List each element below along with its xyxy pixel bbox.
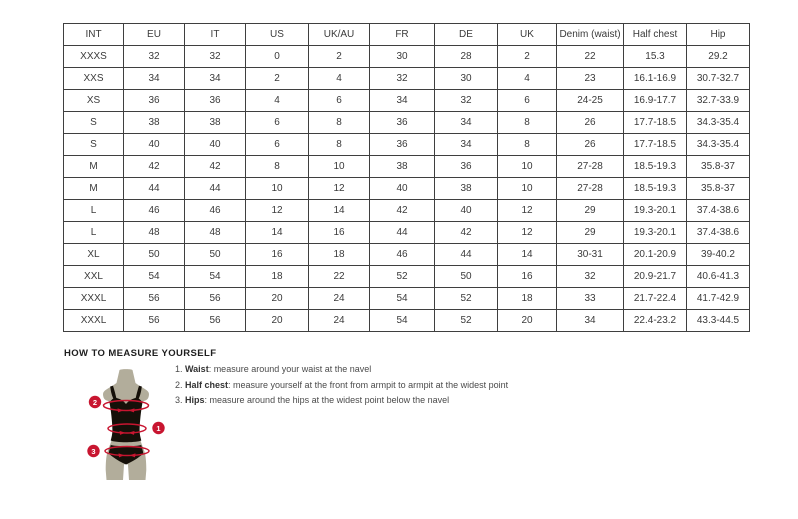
table-cell: 16.1-16.9 xyxy=(624,68,687,90)
table-cell: XXXS xyxy=(64,46,124,68)
table-cell: 48 xyxy=(124,222,185,244)
table-cell: 34 xyxy=(185,68,246,90)
table-cell: 21.7-22.4 xyxy=(624,288,687,310)
table-cell: 18.5-19.3 xyxy=(624,178,687,200)
table-cell: S xyxy=(64,112,124,134)
instruction-label: Hips xyxy=(185,395,205,405)
table-cell: 56 xyxy=(124,310,185,332)
table-cell: 56 xyxy=(185,310,246,332)
table-cell: 20.1-20.9 xyxy=(624,244,687,266)
measure-instructions-list xyxy=(175,365,508,412)
table-cell: 36 xyxy=(435,156,498,178)
table-row xyxy=(64,90,750,112)
column-header: FR xyxy=(370,24,435,46)
table-cell: 17.7-18.5 xyxy=(624,112,687,134)
table-cell: 8 xyxy=(246,156,309,178)
table-cell: 12 xyxy=(498,200,557,222)
table-cell: 44 xyxy=(435,244,498,266)
table-cell: 16 xyxy=(246,244,309,266)
table-cell: 37.4-38.6 xyxy=(687,200,750,222)
table-cell: 10 xyxy=(498,178,557,200)
table-cell: 41.7-42.9 xyxy=(687,288,750,310)
column-header: Hip xyxy=(687,24,750,46)
table-cell: 14 xyxy=(309,200,370,222)
size-table xyxy=(63,23,750,332)
table-cell: 42 xyxy=(435,222,498,244)
table-row xyxy=(64,134,750,156)
table-cell: 2 xyxy=(309,46,370,68)
table-cell: XXXL xyxy=(64,288,124,310)
column-header: US xyxy=(246,24,309,46)
table-cell: 38 xyxy=(124,112,185,134)
table-cell: 16.9-17.7 xyxy=(624,90,687,112)
table-cell: 54 xyxy=(370,310,435,332)
table-cell: 30.7-32.7 xyxy=(687,68,750,90)
column-header: INT xyxy=(64,24,124,46)
table-cell: S xyxy=(64,134,124,156)
table-cell: 38 xyxy=(435,178,498,200)
table-cell: 4 xyxy=(498,68,557,90)
chest-badge-number: 2 xyxy=(92,397,98,407)
table-cell: 26 xyxy=(557,112,624,134)
table-cell: 52 xyxy=(370,266,435,288)
table-cell: 8 xyxy=(498,112,557,134)
table-cell: 4 xyxy=(309,68,370,90)
table-cell: 16 xyxy=(309,222,370,244)
table-cell: 46 xyxy=(185,200,246,222)
table-cell: 32 xyxy=(435,90,498,112)
table-cell: 22.4-23.2 xyxy=(624,310,687,332)
table-cell: M xyxy=(64,178,124,200)
table-cell: 20 xyxy=(498,310,557,332)
table-cell: 17.7-18.5 xyxy=(624,134,687,156)
table-cell: 6 xyxy=(498,90,557,112)
table-cell: 8 xyxy=(498,134,557,156)
table-cell: M xyxy=(64,156,124,178)
table-cell: 16 xyxy=(498,266,557,288)
table-cell: 52 xyxy=(435,288,498,310)
instruction-label: Half chest xyxy=(185,379,229,390)
table-cell: 32.7-33.9 xyxy=(687,90,750,112)
table-cell: 34 xyxy=(435,112,498,134)
table-cell: 14 xyxy=(246,222,309,244)
table-cell: 34 xyxy=(557,310,624,332)
table-cell: 40 xyxy=(435,200,498,222)
measure-heading: HOW TO MEASURE YOURSELF xyxy=(64,348,217,359)
instruction-number: 1. xyxy=(175,364,186,374)
measurement-figure xyxy=(80,368,175,492)
table-cell: 22 xyxy=(309,266,370,288)
table-row xyxy=(64,68,750,90)
table-cell: 42 xyxy=(370,200,435,222)
table-row xyxy=(64,46,750,68)
table-cell: 18 xyxy=(309,244,370,266)
instruction-text: : measure yourself at the front from armpit to armpit at the widest point xyxy=(228,379,509,390)
mannequin-illustration xyxy=(80,368,175,492)
header-row xyxy=(64,24,750,46)
table-cell: 6 xyxy=(246,134,309,156)
table-cell: 39-40.2 xyxy=(687,244,750,266)
table-cell: 34 xyxy=(124,68,185,90)
table-cell: 2 xyxy=(498,46,557,68)
table-cell: 27-28 xyxy=(557,178,624,200)
table-cell: 30 xyxy=(370,46,435,68)
table-cell: 35.8-37 xyxy=(687,178,750,200)
table-cell: 33 xyxy=(557,288,624,310)
column-header: Half chest xyxy=(624,24,687,46)
table-cell: 42 xyxy=(185,156,246,178)
table-cell: 46 xyxy=(124,200,185,222)
table-cell: 19.3-20.1 xyxy=(624,222,687,244)
column-header: EU xyxy=(124,24,185,46)
table-row xyxy=(64,266,750,288)
table-cell: 36 xyxy=(124,90,185,112)
table-cell: 54 xyxy=(370,288,435,310)
table-cell: 32 xyxy=(124,46,185,68)
table-cell: 54 xyxy=(124,266,185,288)
table-cell: 10 xyxy=(498,156,557,178)
table-cell: 36 xyxy=(185,90,246,112)
table-cell: 29 xyxy=(557,222,624,244)
table-cell: 24-25 xyxy=(557,90,624,112)
table-cell: 12 xyxy=(246,200,309,222)
column-header: UK xyxy=(498,24,557,46)
table-row xyxy=(64,156,750,178)
table-cell: 48 xyxy=(185,222,246,244)
table-row xyxy=(64,244,750,266)
waist-badge-number: 1 xyxy=(156,423,161,433)
measure-instruction xyxy=(175,365,508,375)
table-cell: 32 xyxy=(370,68,435,90)
table-cell: XXS xyxy=(64,68,124,90)
table-cell: XL xyxy=(64,244,124,266)
column-header: Denim (waist) xyxy=(557,24,624,46)
table-cell: 50 xyxy=(124,244,185,266)
table-cell: 8 xyxy=(309,134,370,156)
column-header: UK/AU xyxy=(309,24,370,46)
table-cell: L xyxy=(64,222,124,244)
instruction-text: : measure around the hips at the widest point below the navel xyxy=(204,395,450,405)
table-cell: 18 xyxy=(498,288,557,310)
measure-instruction xyxy=(175,381,508,391)
table-cell: 10 xyxy=(309,156,370,178)
table-cell: XXL xyxy=(64,266,124,288)
table-cell: 12 xyxy=(309,178,370,200)
table-cell: 35.8-37 xyxy=(687,156,750,178)
table-cell: 8 xyxy=(309,112,370,134)
table-cell: 30 xyxy=(435,68,498,90)
table-cell: 52 xyxy=(435,310,498,332)
table-cell: 46 xyxy=(370,244,435,266)
table-cell: L xyxy=(64,200,124,222)
table-cell: 14 xyxy=(498,244,557,266)
table-cell: 6 xyxy=(309,90,370,112)
table-cell: 18 xyxy=(246,266,309,288)
table-cell: XS xyxy=(64,90,124,112)
instruction-label: Waist xyxy=(185,364,209,374)
measure-instruction xyxy=(175,396,508,406)
table-cell: 44 xyxy=(185,178,246,200)
hips-badge-number: 3 xyxy=(91,446,96,456)
table-cell: 32 xyxy=(185,46,246,68)
table-cell: 44 xyxy=(124,178,185,200)
table-cell: 44 xyxy=(370,222,435,244)
table-cell: 19.3-20.1 xyxy=(624,200,687,222)
table-cell: 40 xyxy=(124,134,185,156)
table-cell: 42 xyxy=(124,156,185,178)
table-row xyxy=(64,178,750,200)
table-cell: XXXL xyxy=(64,310,124,332)
table-cell: 6 xyxy=(246,112,309,134)
table-cell: 27-28 xyxy=(557,156,624,178)
table-cell: 20 xyxy=(246,310,309,332)
table-cell: 24 xyxy=(309,310,370,332)
table-cell: 30-31 xyxy=(557,244,624,266)
table-row xyxy=(64,288,750,310)
table-row xyxy=(64,200,750,222)
table-cell: 34.3-35.4 xyxy=(687,112,750,134)
table-cell: 23 xyxy=(557,68,624,90)
table-row xyxy=(64,222,750,244)
table-cell: 34.3-35.4 xyxy=(687,134,750,156)
table-row xyxy=(64,112,750,134)
table-cell: 24 xyxy=(309,288,370,310)
table-cell: 20.9-21.7 xyxy=(624,266,687,288)
table-cell: 12 xyxy=(498,222,557,244)
table-cell: 26 xyxy=(557,134,624,156)
table-cell: 38 xyxy=(370,156,435,178)
table-cell: 34 xyxy=(435,134,498,156)
table-cell: 4 xyxy=(246,90,309,112)
chest-badge xyxy=(89,396,101,408)
column-header: IT xyxy=(185,24,246,46)
table-cell: 40.6-41.3 xyxy=(687,266,750,288)
table-cell: 37.4-38.6 xyxy=(687,222,750,244)
table-cell: 2 xyxy=(246,68,309,90)
table-cell: 40 xyxy=(185,134,246,156)
table-cell: 15.3 xyxy=(624,46,687,68)
table-cell: 34 xyxy=(370,90,435,112)
table-cell: 40 xyxy=(370,178,435,200)
table-cell: 32 xyxy=(557,266,624,288)
table-cell: 29 xyxy=(557,200,624,222)
column-header: DE xyxy=(435,24,498,46)
instruction-number: 3. xyxy=(175,395,186,405)
table-cell: 56 xyxy=(185,288,246,310)
table-cell: 50 xyxy=(185,244,246,266)
table-cell: 0 xyxy=(246,46,309,68)
table-cell: 36 xyxy=(370,112,435,134)
table-cell: 28 xyxy=(435,46,498,68)
instruction-number: 2. xyxy=(175,379,186,390)
table-cell: 54 xyxy=(185,266,246,288)
table-cell: 43.3-44.5 xyxy=(687,310,750,332)
table-cell: 20 xyxy=(246,288,309,310)
table-cell: 36 xyxy=(370,134,435,156)
swimsuit-top-body xyxy=(110,398,143,442)
table-cell: 18.5-19.3 xyxy=(624,156,687,178)
table-cell: 10 xyxy=(246,178,309,200)
table-cell: 22 xyxy=(557,46,624,68)
hips-badge xyxy=(87,445,99,457)
waist-badge xyxy=(152,422,164,434)
instruction-text: : measure around your waist at the navel xyxy=(208,364,372,374)
table-cell: 29.2 xyxy=(687,46,750,68)
table-cell: 56 xyxy=(124,288,185,310)
table-cell: 38 xyxy=(185,112,246,134)
table-row xyxy=(64,310,750,332)
table-cell: 50 xyxy=(435,266,498,288)
